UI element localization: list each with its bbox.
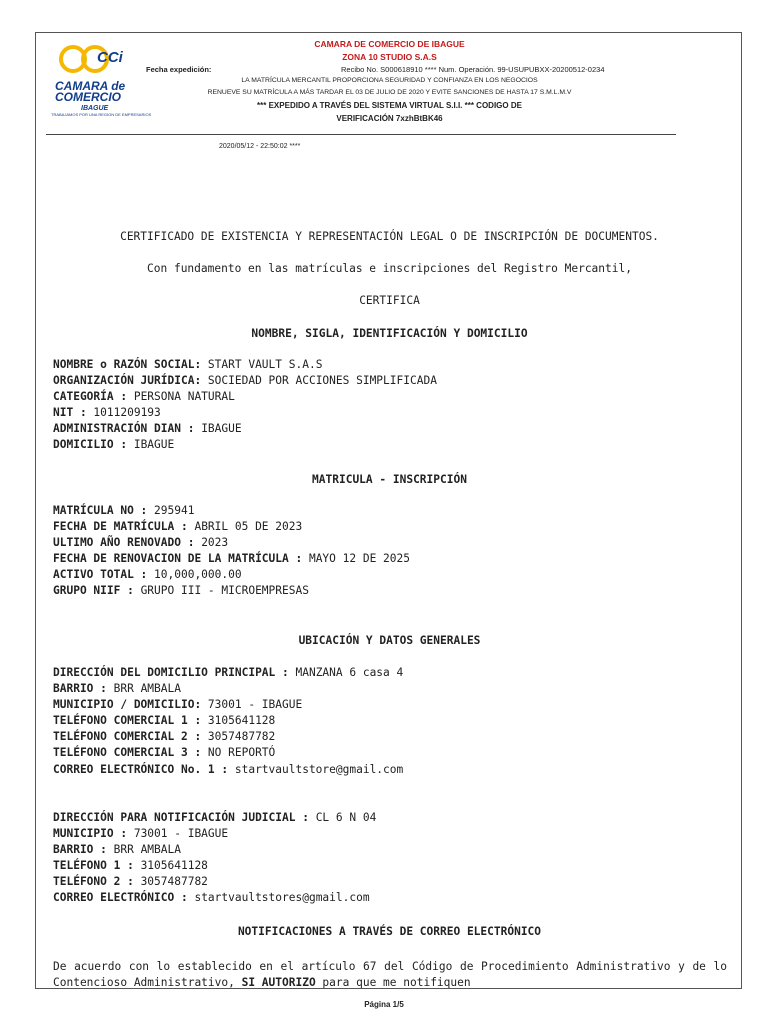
field-label: BARRIO : (53, 682, 107, 696)
field-label: MUNICIPIO / DOMICILIO: (53, 698, 202, 712)
certifica-heading: CERTIFICA (359, 294, 420, 307)
field-label: TELÉFONO 2 : (53, 875, 134, 889)
logo-slogan: TRABAJAMOS POR UNA REGION DE EMPRESARIOS (51, 112, 152, 117)
field-value: 1011209193 (86, 406, 161, 420)
field-row (53, 503, 410, 519)
logo-word-comercio: COMERCIO (55, 90, 121, 104)
fields-ubicacion (53, 665, 403, 778)
field-row (53, 810, 376, 826)
header-subtitle: ZONA 10 STUDIO S.A.S (342, 52, 437, 62)
section-heading-identificacion: NOMBRE, SIGLA, IDENTIFICACIÓN Y DOMICILIO (251, 327, 528, 340)
field-label: ULTIMO AÑO RENOVADO : (53, 536, 195, 550)
section-heading-ubicacion: UBICACIÓN Y DATOS GENERALES (298, 634, 481, 647)
certificate-page (35, 32, 742, 989)
field-value: SOCIEDAD POR ACCIONES SIMPLIFICADA (201, 374, 437, 388)
field-label: ADMINISTRACIÓN DIAN : (53, 422, 195, 436)
field-value: 3057487782 (201, 730, 276, 744)
paragraph-text-end: para que me notifiquen (315, 976, 471, 989)
field-label: MATRÍCULA NO : (53, 504, 148, 517)
field-row (53, 665, 403, 681)
field-value: PERSONA NATURAL (127, 390, 235, 404)
field-row (53, 535, 410, 551)
document-intro: Con fundamento en las matrículas e inscripciones del Registro Mercantil, (147, 262, 632, 275)
header-divider (46, 134, 676, 135)
field-value: MAYO 12 DE 2025 (302, 552, 410, 566)
paragraph-text: De acuerdo con lo establecido en el artículo 67 del Código de Procedimiento Administrativo y de lo Contencioso Administrativo, (53, 960, 727, 989)
field-row (53, 583, 410, 599)
field-value: BRR AMBALA (106, 843, 181, 857)
field-row (53, 405, 437, 421)
field-row (53, 567, 410, 583)
field-value: IBAGUE (194, 422, 242, 436)
field-value: 73001 - IBAGUE (127, 827, 229, 841)
logo-word-camara: CAMARA de (55, 79, 126, 93)
field-label: CORREO ELECTRÓNICO No. 1 : (53, 762, 229, 776)
logo-word-ibague: IBAGUE (81, 105, 109, 112)
logo-brand: CCi (97, 49, 123, 66)
field-value: ABRIL 05 DE 2023 (187, 520, 303, 534)
field-value: CL 6 N 04 (308, 811, 377, 824)
fields-identificacion (53, 357, 437, 454)
header-line-4: VERIFICACIÓN 7xzhBtBK46 (336, 114, 443, 123)
document-title: CERTIFICADO DE EXISTENCIA Y REPRESENTACIÓN LEGAL O DE INSCRIPCIÓN DE DOCUMENTOS. (120, 230, 659, 243)
notificaciones-paragraph (53, 959, 727, 989)
section-heading-notificaciones: NOTIFICACIONES A TRAVÉS DE CORREO ELECTRÓNICO (237, 925, 542, 938)
field-row (53, 858, 376, 874)
field-label: NOMBRE o RAZÓN SOCIAL: (53, 358, 202, 371)
page-number: Página 1/5 (364, 1000, 404, 1009)
field-row (53, 762, 403, 778)
field-label: MUNICIPIO : (53, 827, 128, 841)
field-label: ACTIVO TOTAL : (53, 568, 148, 582)
field-label: TELÉFONO COMERCIAL 1 : (53, 714, 202, 728)
field-row (53, 697, 403, 713)
field-row (53, 842, 376, 858)
field-value: 3057487782 (133, 875, 208, 889)
field-value: 3105641128 (201, 714, 276, 728)
paragraph-emphasis: SI AUTORIZO (241, 976, 316, 989)
field-row (53, 357, 437, 373)
field-value: 73001 - IBAGUE (201, 698, 303, 712)
field-row (53, 437, 437, 453)
field-label: TELÉFONO 1 : (53, 859, 134, 873)
section-heading-matricula: MATRICULA - INSCRIPCIÓN (312, 473, 467, 486)
field-label: CATEGORÍA : (53, 390, 128, 404)
field-row (53, 389, 437, 405)
header-title: CAMARA DE COMERCIO DE IBAGUE (314, 39, 465, 49)
field-label: TELÉFONO COMERCIAL 2 : (53, 730, 202, 744)
field-value: BRR AMBALA (106, 682, 181, 696)
field-row (53, 826, 376, 842)
header-line-2: RENUEVE SU MATRÍCULA A MÁS TARDAR EL 03 DE JULIO DE 2020 Y EVITE SANCIONES DE HASTA 17 S.M.L.M.V (207, 89, 572, 96)
field-value: NO REPORTÓ (201, 746, 276, 760)
field-value: startvaultstore@gmail.com (228, 762, 404, 776)
field-value: 3105641128 (133, 859, 208, 873)
field-value: MANZANA 6 casa 4 (288, 666, 404, 679)
field-row (53, 373, 437, 389)
header-line-3: *** EXPEDIDO A TRAVÉS DEL SISTEMA VIRTUAL S.I.I. *** CODIGO DE (257, 101, 522, 110)
field-label: GRUPO NIIF : (53, 584, 134, 598)
fields-notificacion-judicial (53, 810, 376, 907)
field-value: IBAGUE (127, 438, 175, 452)
field-label: CORREO ELECTRÓNICO : (53, 891, 188, 905)
field-row (53, 421, 437, 437)
field-value: 295941 (147, 504, 195, 517)
field-row (53, 729, 403, 745)
field-label: NIT : (53, 406, 87, 420)
field-label: DOMICILIO : (53, 438, 128, 452)
field-label: FECHA DE RENOVACION DE LA MATRÍCULA : (53, 552, 303, 566)
field-value: startvaultstores@gmail.com (187, 891, 370, 905)
field-label: BARRIO : (53, 843, 107, 857)
header-recibo: Recibo No. S000618910 **** Num. Operación. 99-USUPUBXX-20200512-0234 (341, 65, 605, 74)
field-value: 2023 (194, 536, 229, 550)
field-label: ORGANIZACIÓN JURÍDICA: (53, 374, 202, 388)
field-label: DIRECCIÓN DEL DOMICILIO PRINCIPAL : (53, 666, 289, 679)
field-row (53, 551, 410, 567)
field-label: FECHA DE MATRÍCULA : (53, 520, 188, 534)
header-timestamp: 2020/05/12 - 22:50:02 **** (219, 143, 301, 150)
field-row (53, 874, 376, 890)
field-row (53, 890, 376, 906)
field-row (53, 745, 403, 761)
field-row (53, 519, 410, 535)
header-fecha-label: Fecha expedición: (146, 65, 212, 74)
field-label: TELÉFONO COMERCIAL 3 : (53, 746, 202, 760)
field-row (53, 713, 403, 729)
field-value: 10,000,000.00 (147, 568, 242, 582)
header-line-1: LA MATRÍCULA MERCANTIL PROPORCIONA SEGURIDAD Y CONFIANZA EN LOS NEGOCIOS (241, 77, 538, 84)
field-row (53, 681, 403, 697)
field-value: GRUPO III - MICROEMPRESAS (133, 584, 309, 598)
fields-matricula (53, 503, 410, 600)
field-value: START VAULT S.A.S (201, 358, 323, 371)
field-label: DIRECCIÓN PARA NOTIFICACIÓN JUDICIAL : (53, 811, 309, 824)
